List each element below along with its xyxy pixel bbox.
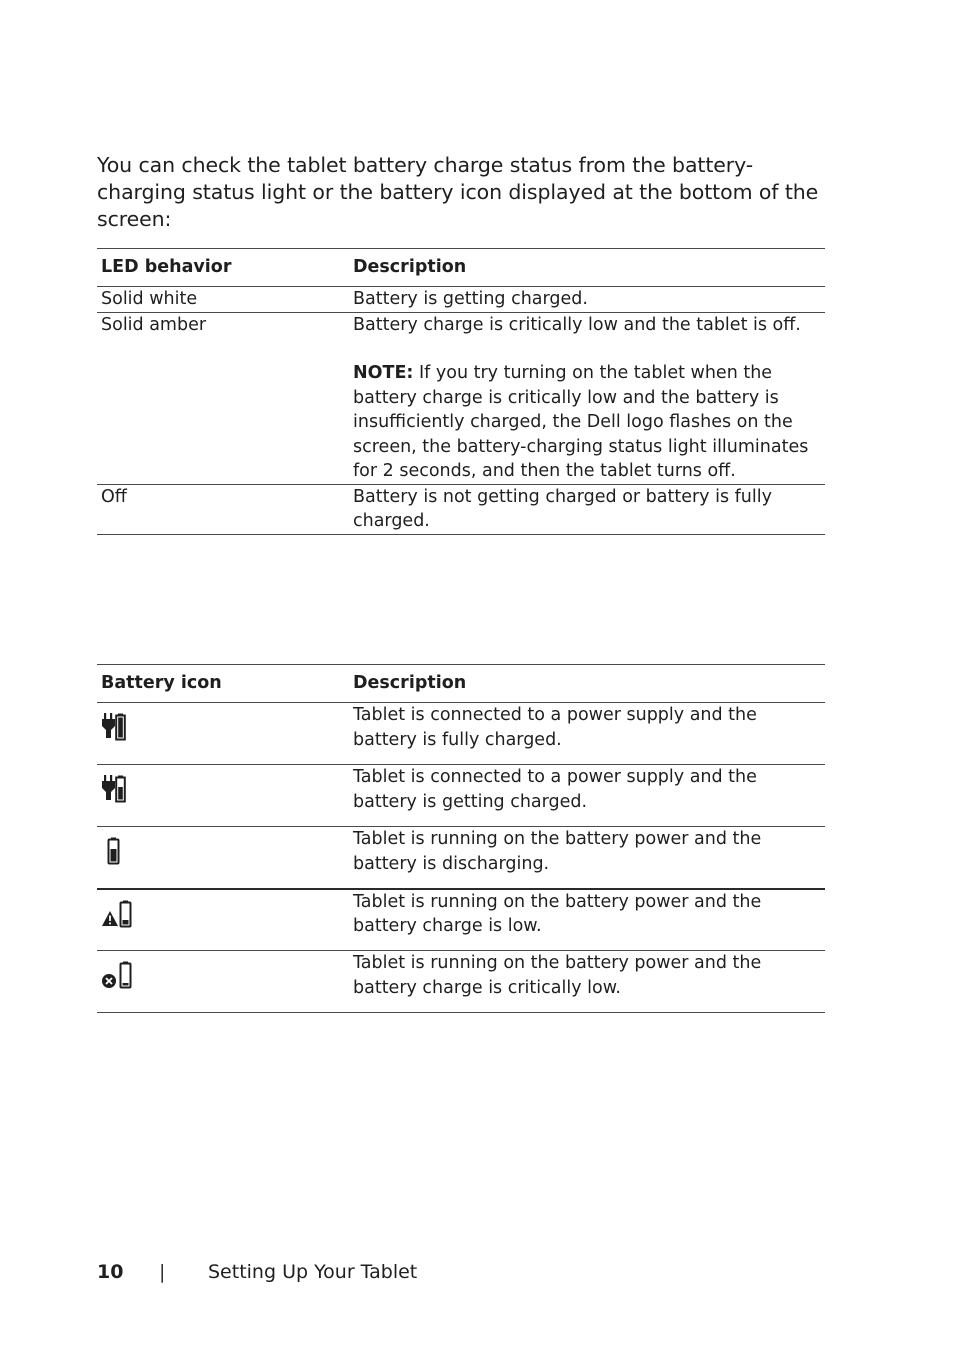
icon-description-cell: Tablet is running on the battery power and the battery charge is low.	[353, 891, 762, 936]
table-row	[97, 484, 825, 534]
icon-description-cell: Tablet is connected to a power supply and the battery is fully charged.	[353, 705, 757, 750]
footer-separator: |	[159, 1261, 166, 1283]
icon-description-cell: Tablet is running on the battery power and the battery is discharging.	[353, 829, 762, 874]
battery-critical-icon	[101, 959, 137, 993]
table-row	[97, 312, 825, 484]
table-row	[97, 703, 825, 765]
table-row	[97, 827, 825, 889]
table-row	[97, 951, 825, 1013]
battery-discharging-icon	[101, 835, 131, 869]
icon-description-cell: Tablet is running on the battery power and the battery charge is critically low.	[353, 953, 762, 998]
led-description-header: Description	[353, 257, 467, 278]
led-description-cell: Battery is getting charged.	[353, 289, 588, 309]
table-row	[97, 889, 825, 951]
led-behavior-cell: Solid amber	[101, 314, 207, 335]
intro-paragraph: You can check the tablet battery charge status from the battery-charging status light or the battery icon displayed at the bottom of the screen:	[97, 153, 819, 231]
battery-low-warning-icon	[101, 898, 137, 932]
table-row	[97, 765, 825, 827]
icon-description-cell: Tablet is connected to a power supply and the battery is getting charged.	[353, 767, 757, 812]
section-title: Setting Up Your Tablet	[208, 1261, 418, 1283]
battery-icon-header: Battery icon	[101, 673, 222, 694]
led-behavior-table	[97, 248, 825, 535]
battery-plugged-charging-icon	[101, 773, 131, 807]
note-label: NOTE:	[353, 363, 414, 383]
led-description-text: Battery charge is critically low and the tablet is off.	[353, 314, 801, 335]
led-behavior-header: LED behavior	[101, 257, 232, 278]
note-text: If you try turning on the tablet when the battery charge is critically low and the battery is insufficiently charged, the Dell logo flashes on the screen, the battery-charging status light illuminates for 2 seconds, and then the tablet turns off.	[353, 363, 809, 481]
icon-description-header: Description	[353, 673, 467, 694]
led-description-cell	[349, 312, 825, 484]
led-behavior-cell: Off	[101, 486, 127, 507]
battery-plugged-full-icon	[101, 711, 131, 745]
led-behavior-cell: Solid white	[101, 289, 198, 309]
table-row	[97, 287, 825, 313]
page-number: 10	[97, 1261, 124, 1283]
battery-icon-table	[97, 664, 825, 1013]
led-description-cell: Battery is not getting charged or battery is fully charged.	[353, 486, 772, 531]
